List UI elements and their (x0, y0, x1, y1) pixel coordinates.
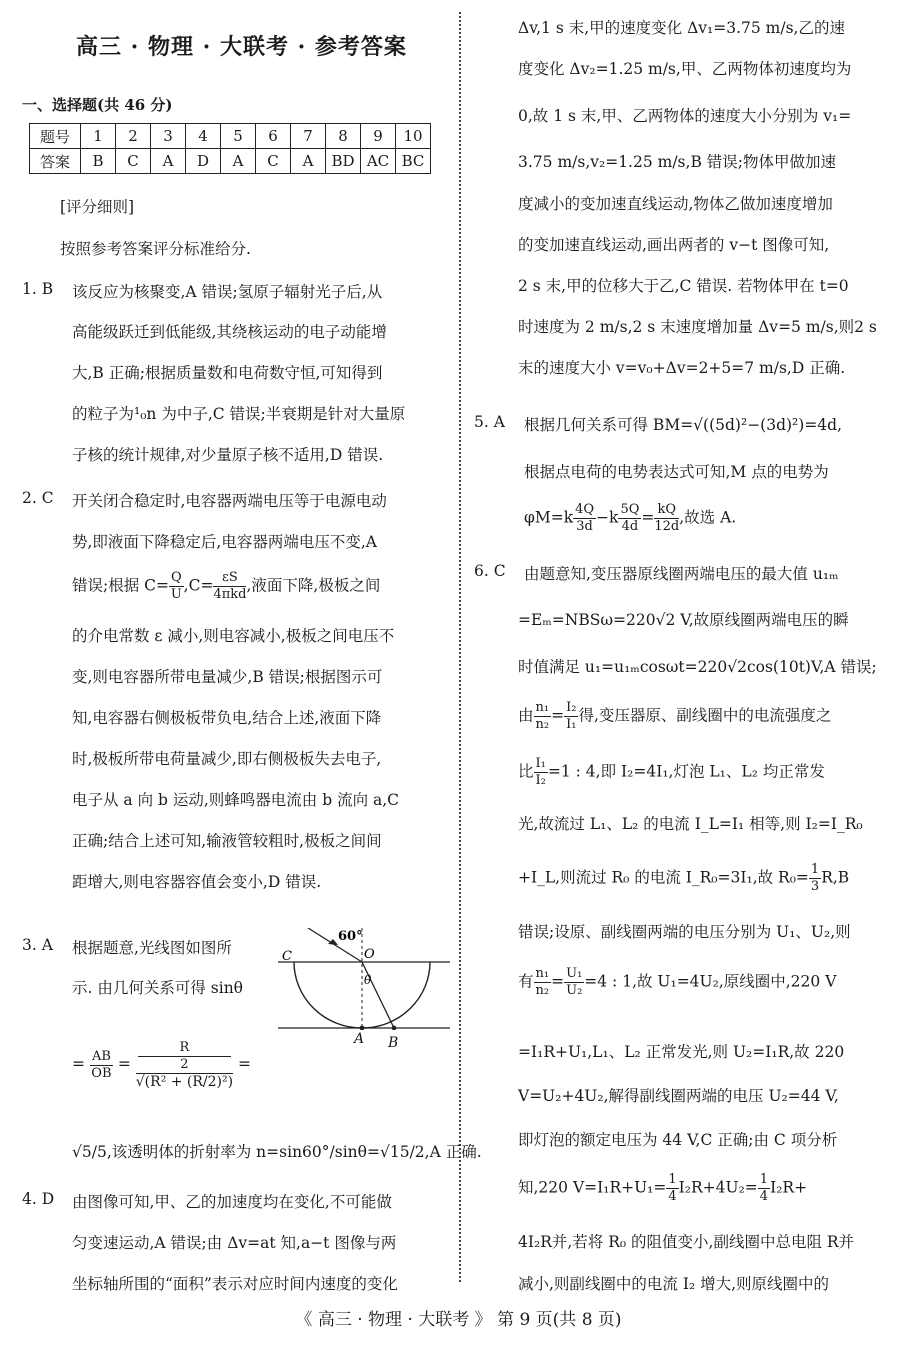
answer-line: 即灯泡的额定电压为 44 V,C 正确;由 C 项分析 (518, 1131, 838, 1149)
text-run: ,该透明体的折射率为 n= (106, 1143, 280, 1161)
answer-line: 根据点电荷的电势表达式可知,M 点的电势为 (524, 463, 829, 481)
denominator: 4 (759, 1189, 769, 1204)
text-run: R,B (821, 868, 850, 887)
text-run: I₂R+4U₂= (678, 1178, 758, 1197)
page-title: 高三 · 物理 · 大联考 · 参考答案 (76, 34, 407, 60)
answer-line: =I₁R+U₁,L₁、L₂ 正常发光,则 U₂=I₁R,故 220 (518, 1043, 845, 1061)
table-cell: 3 (151, 124, 186, 149)
numerator: n₁ (535, 966, 550, 981)
answer-line: 3.75 m/s,v₂=1.25 m/s,B 错误;物体甲做加速 (518, 153, 836, 171)
fraction (618, 502, 641, 535)
denominator: 3d (576, 519, 593, 534)
fraction (90, 1049, 113, 1082)
label-c: C (282, 949, 292, 964)
text-run: ,A 正确. (424, 1143, 482, 1161)
numerator: n₁ (535, 700, 550, 715)
denominator: 4 (668, 1189, 677, 1204)
answer-line: 根据几何关系可得 BM=√((5d)²−(3d)²)=4d, (524, 416, 843, 434)
answer-line: =Eₘ=NBSω=220√2 V,故原线圈两端电压的瞬 (518, 611, 849, 629)
answer-line: 势,即液面下降稳定后,电容器两端电压不变,A (72, 533, 377, 551)
answer-line: 时,极板所带电荷量减少,即右侧极板失去电子, (72, 750, 382, 768)
text-run: 由 (518, 706, 534, 725)
numerator: kQ (654, 502, 679, 519)
text-run: = (551, 706, 565, 725)
answer-line: Δv,1 s 末,甲的速度变化 Δv₁=3.75 m/s,乙的速 (518, 19, 845, 37)
numerator: U₁ (566, 966, 583, 981)
answer-line: 子核的统计规律,对少量原子核不适用,D 错误. (72, 446, 384, 464)
answer-line: 坐标轴所围的“面积”表示对应时间内速度的变化 (72, 1275, 398, 1293)
text-run: ,C= (183, 576, 214, 595)
answer-line: 的介电常数 ε 减小,则电容减小,极板之间电压不 (72, 627, 395, 645)
label-a: A (354, 1031, 365, 1047)
answer-line: 时值满足 u₁=u₁ₘcosωt=220√2cos(10t)V,A 错误; (518, 658, 877, 676)
fraction (138, 1040, 231, 1073)
numerator: 4Q (575, 502, 595, 517)
answer-line: 末的速度大小 v=v₀+Δv=2+5=7 m/s,D 正确. (518, 359, 846, 377)
fraction (534, 966, 552, 999)
numerator: I₂ (566, 700, 577, 715)
table-cell: 7 (291, 124, 326, 149)
optics-figure (278, 928, 450, 1030)
table-cell: A (221, 149, 256, 174)
answer-table-answer-row (30, 149, 431, 174)
answer-line: 光,故流过 L₁、L₂ 的电流 I_L=I₁ 相等,则 I₂=I_R₀ (518, 815, 863, 833)
denominator: U (170, 587, 182, 602)
answer-line: 由图像可知,甲、乙的加速度均在变化,不可能做 (72, 1193, 392, 1211)
numerator: εS (213, 570, 246, 587)
answer-line: 该反应为核聚变,A 错误;氢原子辐射光子后,从 (72, 283, 383, 301)
fraction (564, 700, 578, 733)
point-a (360, 1026, 365, 1030)
fraction (564, 966, 584, 999)
equation-line (518, 862, 849, 895)
text-run: ,故选 A. (679, 508, 737, 527)
answer-line: 的粒子为¹₀n 为中子,C 错误;半衰期是针对大量原 (72, 405, 406, 423)
refracted-ray (362, 962, 394, 1028)
numerator: R (138, 1040, 231, 1057)
text-run: I₂R+ (770, 1178, 808, 1197)
text-run: = (551, 972, 565, 991)
label-o: O (364, 947, 375, 962)
text-run: 错误;根据 C= (72, 576, 169, 595)
rubric-heading: [评分细则] (60, 198, 135, 216)
question-number: 4. D (22, 1190, 55, 1208)
table-cell: 2 (116, 124, 151, 149)
table-cell: 5 (221, 124, 256, 149)
fraction (169, 570, 184, 603)
table-cell: D (186, 149, 221, 174)
text-run: = (641, 508, 655, 527)
table-cell: 8 (326, 124, 361, 149)
table-cell: A (291, 149, 326, 174)
fraction (213, 570, 246, 603)
denominator: 4d (621, 519, 639, 534)
rubric-text: 按照参考答案评分标准给分. (60, 240, 251, 258)
denominator: n₂ (535, 983, 550, 998)
fraction (654, 502, 679, 535)
answer-line: 度变化 Δv₂=1.25 m/s,甲、乙两物体初速度均为 (518, 60, 852, 78)
answer-table (29, 123, 431, 174)
answer-line (72, 1140, 482, 1162)
answer-line: 变,则电容器所带电量减少,B 错误;根据图示可 (72, 668, 383, 686)
answer-line: 根据题意,光线图如图所 (72, 939, 232, 957)
text-run: = (238, 1055, 252, 1073)
answer-line: 4I₂R并,若将 R₀ 的阻值变小,副线圈中总电阻 R并 (518, 1233, 855, 1251)
answer-line: 知,电容器右侧极板带负电,结合上述,液面下降 (72, 709, 382, 727)
equation-line (524, 502, 736, 535)
equation-line (518, 1172, 807, 1205)
text-run: =√15/2 (366, 1143, 425, 1161)
denominator: 2 (180, 1057, 189, 1072)
question-number: 6. C (474, 562, 506, 580)
denominator: U₂ (566, 983, 583, 998)
fraction (809, 862, 821, 895)
equation-line (518, 700, 831, 733)
question-number: 1. B (22, 280, 54, 298)
question-number: 5. A (474, 413, 505, 431)
answer-line: 0,故 1 s 末,甲、乙两物体的速度大小分别为 v₁= (518, 107, 852, 125)
equation-line (72, 1040, 251, 1090)
table-cell: 6 (256, 124, 291, 149)
table-cell: 4 (186, 124, 221, 149)
table-cell: 9 (361, 124, 396, 149)
table-cell: 1 (81, 124, 116, 149)
answer-line: 大,B 正确;根据质量数和电荷数守恒,可知得到 (72, 364, 383, 382)
text-run: ,液面下降,极板之间 (246, 576, 381, 595)
denominator: √(R² + (R/2)²) (135, 1074, 234, 1090)
answer-line: 错误;设原、副线圈两端的电压分别为 U₁、U₂,则 (518, 923, 851, 941)
text-run: sin60°/sinθ (279, 1143, 367, 1161)
answer-line: 距增大,则电容器容值会变小,D 错误. (72, 873, 322, 891)
fraction (666, 1172, 678, 1205)
answer-line: 2 s 末,甲的位移大于乙,C 错误. 若物体甲在 t=0 (518, 277, 849, 295)
answer-line: V=U₂+4U₂,解得副线圈两端的电压 U₂=44 V, (518, 1087, 839, 1105)
answer-line: 匀变速运动,A 错误;由 Δv=at 知,a−t 图像与两 (72, 1234, 397, 1252)
label-theta: θ (364, 973, 372, 987)
table-cell: B (81, 149, 116, 174)
page-footer: 《 高三 · 物理 · 大联考 》 第 9 页(共 8 页) (295, 1310, 622, 1330)
table-cell: C (116, 149, 151, 174)
question-number: 3. A (22, 936, 53, 954)
text-run: 知,220 V=I₁R+U₁= (518, 1178, 667, 1197)
answer-line: 的变加速直线运动,画出两者的 v−t 图像可知, (518, 236, 830, 254)
answer-line: 正确;结合上述可知,输液管较粗时,极板之间间 (72, 832, 382, 850)
text-run: =1 : 4,即 I₂=4I₁,灯泡 L₁、L₂ 均正常发 (547, 762, 825, 781)
question-number: 2. C (22, 489, 54, 507)
answer-line: 高能级跃迁到低能级,其绕核运动的电子动能增 (72, 323, 387, 341)
answer-line: 度减小的变加速直线运动,物体乙做加速度增加 (518, 195, 833, 213)
table-cell: BC (396, 149, 431, 174)
text-run: −k (596, 508, 619, 527)
numerator: 5Q (620, 502, 640, 517)
equation-line (518, 966, 836, 999)
section-heading: 一、选择题(共 46 分) (22, 96, 173, 114)
denominator: 12d (654, 519, 680, 534)
label-b: B (388, 1035, 399, 1051)
numerator: Q (171, 570, 182, 585)
table-header-cell: 答案 (30, 149, 81, 174)
denominator: n₂ (535, 717, 550, 732)
text-run: +I_L,则流过 R₀ 的电流 I_R₀=3I₁,故 R₀= (518, 868, 809, 887)
column-divider (459, 12, 463, 1282)
table-cell: C (256, 149, 291, 174)
table-cell: 10 (396, 124, 431, 149)
numerator: 1 (759, 1172, 769, 1187)
text-run: 比 (518, 762, 534, 781)
fraction (534, 756, 548, 789)
numerator: AB (91, 1048, 111, 1064)
denominator: 3 (810, 879, 820, 894)
table-cell: BD (326, 149, 361, 174)
table-cell: AC (361, 149, 396, 174)
denominator: 4πkd (213, 587, 247, 602)
text-run: = (117, 1055, 131, 1073)
text-run: 得,变压器原、副线圈中的电流强度之 (578, 706, 832, 725)
fraction (573, 502, 596, 535)
answer-line: 时速度为 2 m/s,2 s 末速度增加量 Δv=5 m/s,则2 s (518, 318, 877, 336)
fraction (534, 700, 552, 733)
text-run: √5/5 (72, 1143, 107, 1161)
answer-line: 减小,则副线圈中的电流 I₂ 增大,则原线圈中的 (518, 1275, 830, 1293)
table-cell: A (151, 149, 186, 174)
point-b (392, 1026, 397, 1030)
answer-line: 电子从 a 向 b 运动,则蜂鸣器电流由 b 流向 a,C (72, 791, 400, 809)
numerator (136, 1040, 233, 1074)
numerator: I₁ (535, 756, 546, 771)
answer-table-number-row (30, 124, 431, 149)
numerator: 1 (810, 862, 820, 877)
text-run: = (72, 1055, 85, 1073)
answer-line: 由题意知,变压器原线圈两端电压的最大值 u₁ₘ (524, 565, 839, 583)
angle-label: 60° (338, 929, 363, 944)
answer-line (72, 570, 380, 603)
answer-line: 开关闭合稳定时,电容器两端电压等于电源电动 (72, 492, 387, 510)
numerator: 1 (668, 1172, 677, 1187)
text-run: 有 (518, 972, 534, 991)
table-header-cell: 题号 (30, 124, 81, 149)
denominator: I₂ (535, 773, 546, 788)
fraction (136, 1040, 233, 1090)
text-run: φM=k (524, 508, 574, 527)
answer-line: 示. 由几何关系可得 sinθ (72, 979, 244, 997)
denominator: I₁ (566, 717, 577, 732)
denominator: OB (91, 1065, 112, 1081)
text-run: =4 : 1,故 U₁=4U₂,原线圈中,220 V (584, 972, 837, 991)
fraction (758, 1172, 770, 1205)
equation-line (518, 756, 825, 789)
